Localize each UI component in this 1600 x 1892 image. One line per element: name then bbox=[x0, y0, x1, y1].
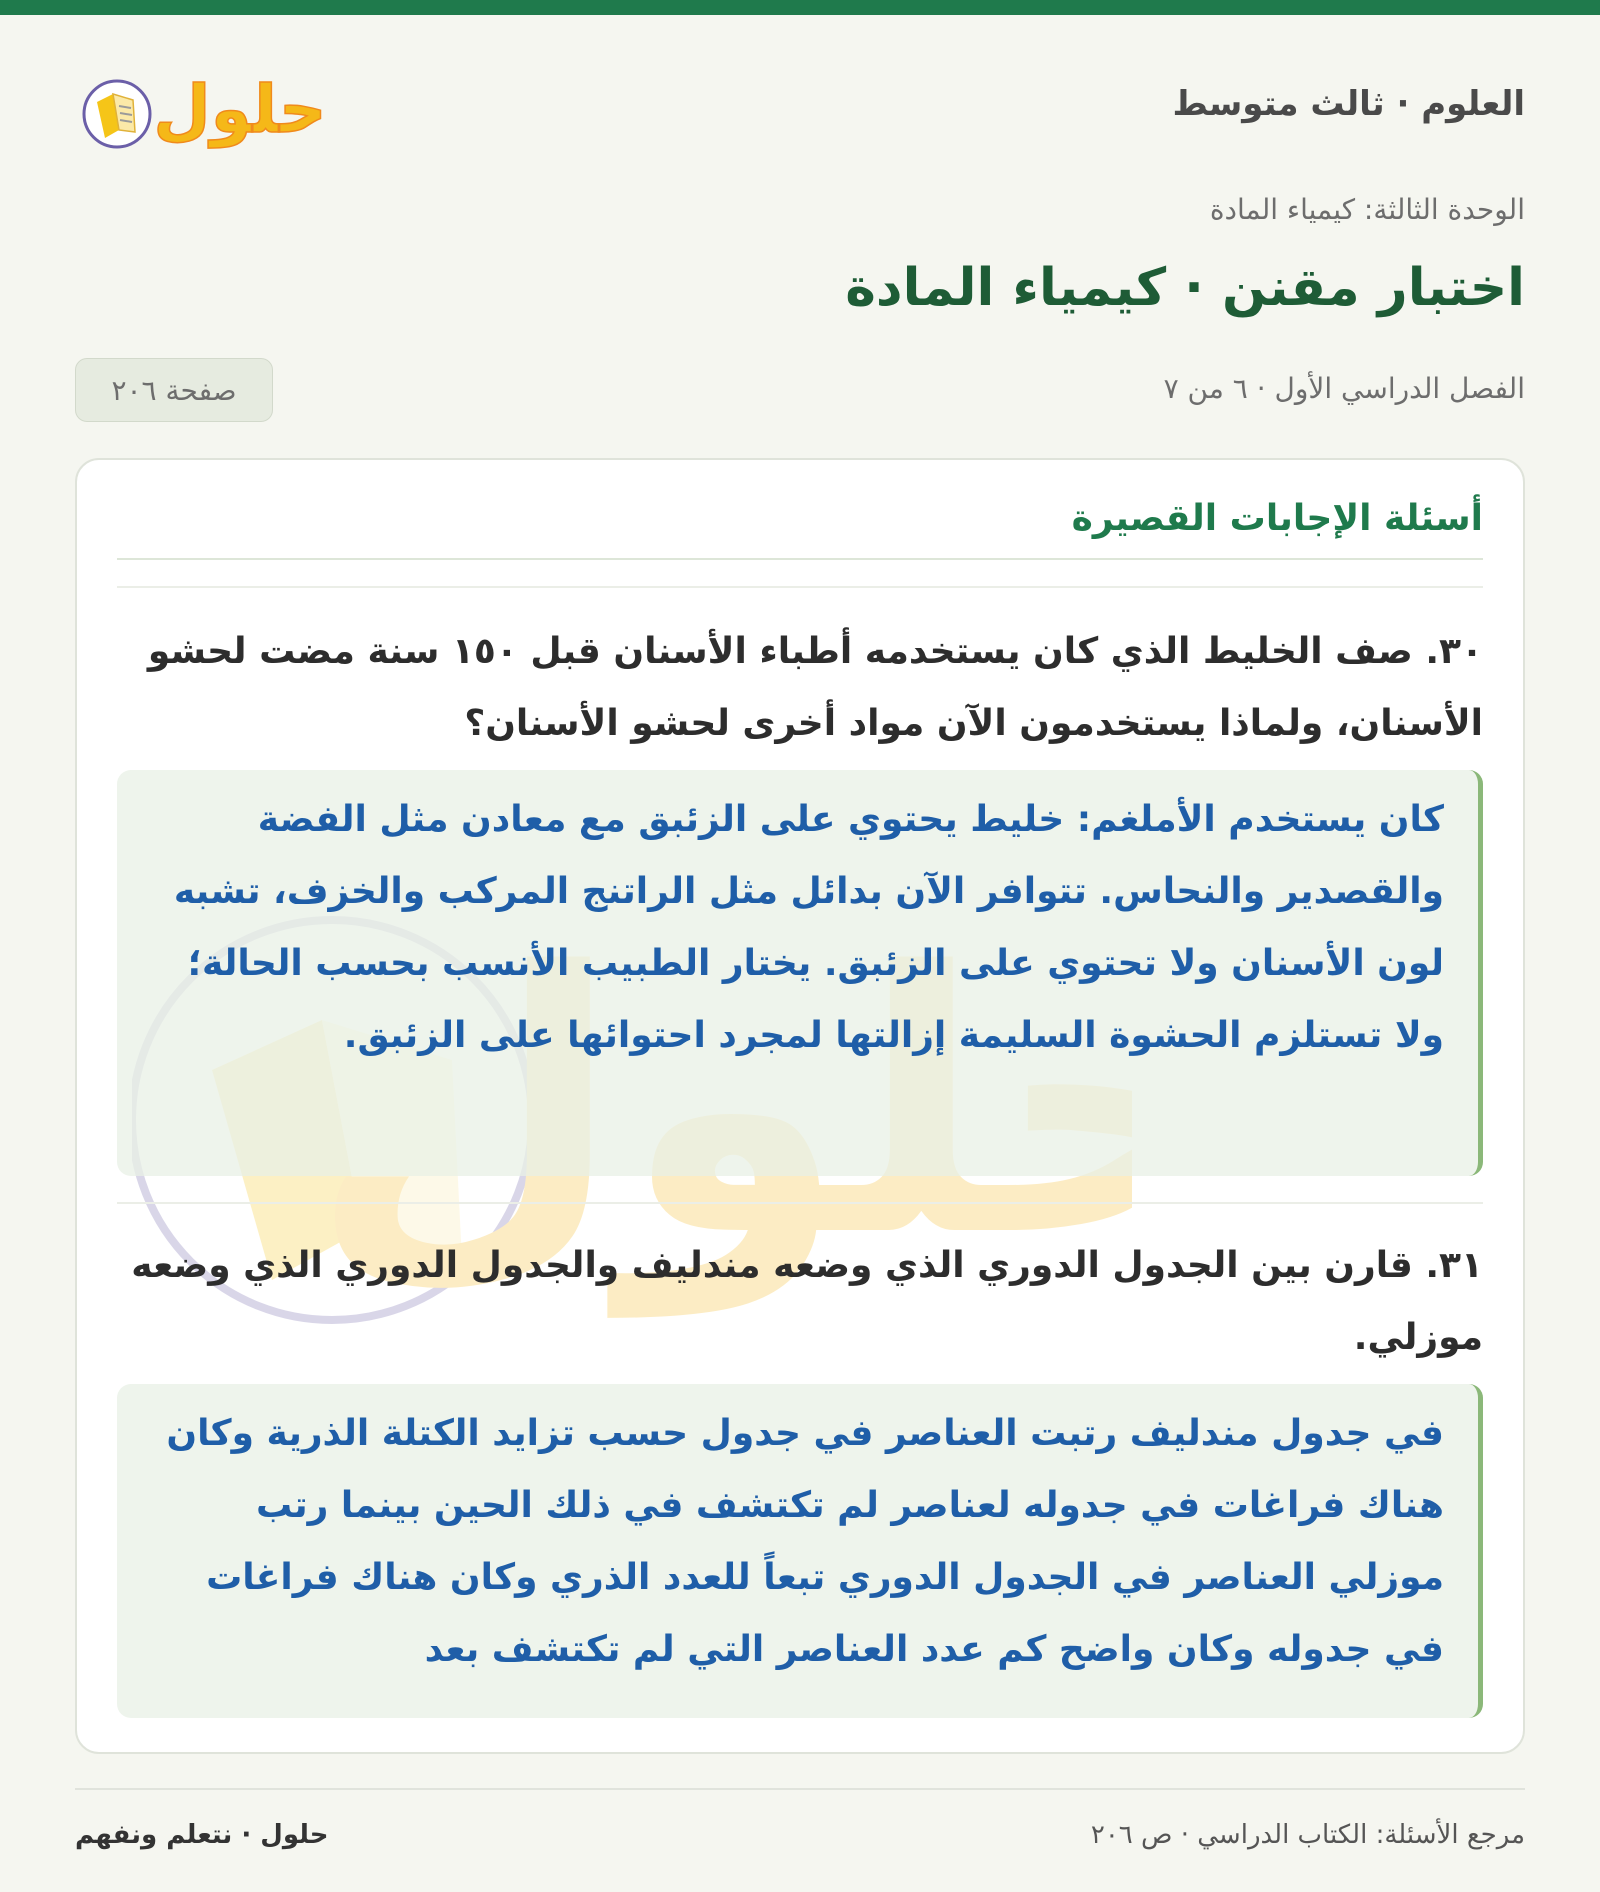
page-title: اختبار مقنن · كيمياء المادة bbox=[845, 258, 1525, 318]
meta-row bbox=[75, 358, 1525, 424]
question-30: ٣٠. صف الخليط الذي كان يستخدمه أطباء الأسنان قبل ١٥٠ سنة مضت لحشو الأسنان، ولماذا يستخدمون الآن مواد أخرى لحشو الأسنان؟ bbox=[147, 631, 1483, 744]
section-divider bbox=[117, 558, 1483, 560]
unit-label: الوحدة الثالثة: كيمياء المادة bbox=[1209, 193, 1525, 226]
questions-card bbox=[75, 458, 1525, 1754]
answer-31: في جدول مندليف رتبت العناصر في جدول حسب تزايد الكتلة الذرية وكان هناك فراغات في جدوله لعناصر لم تكتشف في ذلك الحين بينما رتب موزلي العناصر في الجدول الدوري تبعاً للعدد الذري وكان هناك فراغات في جدوله وكان واضح كم عدد العناصر التي لم تكتشف بعد bbox=[117, 1384, 1483, 1718]
top-accent-bar bbox=[0, 0, 1600, 15]
hulul-logo[interactable] bbox=[75, 50, 335, 160]
footer-divider bbox=[75, 1788, 1525, 1790]
answer-30: كان يستخدم الأملغم: خليط يحتوي على الزئبق مع معادن مثل الفضة والقصدير والنحاس. تتوافر الآن بدائل مثل الراتنج المركب والخزف، تشبه لون الأسنان ولا تحتوي على الزئبق. يختار الطبيب الأنسب بحسب الحالة؛ ولا تستلزم الحشوة السليمة إزالتها لمجرد احتوائها على الزئبق. bbox=[117, 770, 1483, 1176]
section-title: أسئلة الإجابات القصيرة bbox=[1071, 498, 1483, 539]
footer-reference: مرجع الأسئلة: الكتاب الدراسي · ص ٢٠٦ bbox=[1090, 1820, 1525, 1850]
page-header bbox=[75, 50, 1525, 170]
page-number-badge: صفحة ٢٠٦ bbox=[75, 358, 273, 422]
question-divider bbox=[117, 586, 1483, 588]
question-divider bbox=[117, 1202, 1483, 1204]
logo-wordmark: حلول bbox=[153, 71, 327, 148]
question-31: ٣١. قارن بين الجدول الدوري الذي وضعه مندليف والجدول الدوري الذي وضعه موزلي. bbox=[131, 1245, 1483, 1358]
footer-brand: حلول · نتعلم ونفهم bbox=[75, 1820, 329, 1850]
subject-label: العلوم · ثالث متوسط bbox=[1172, 84, 1525, 124]
term-info: الفصل الدراسي الأول · ٦ من ٧ bbox=[1163, 372, 1525, 405]
